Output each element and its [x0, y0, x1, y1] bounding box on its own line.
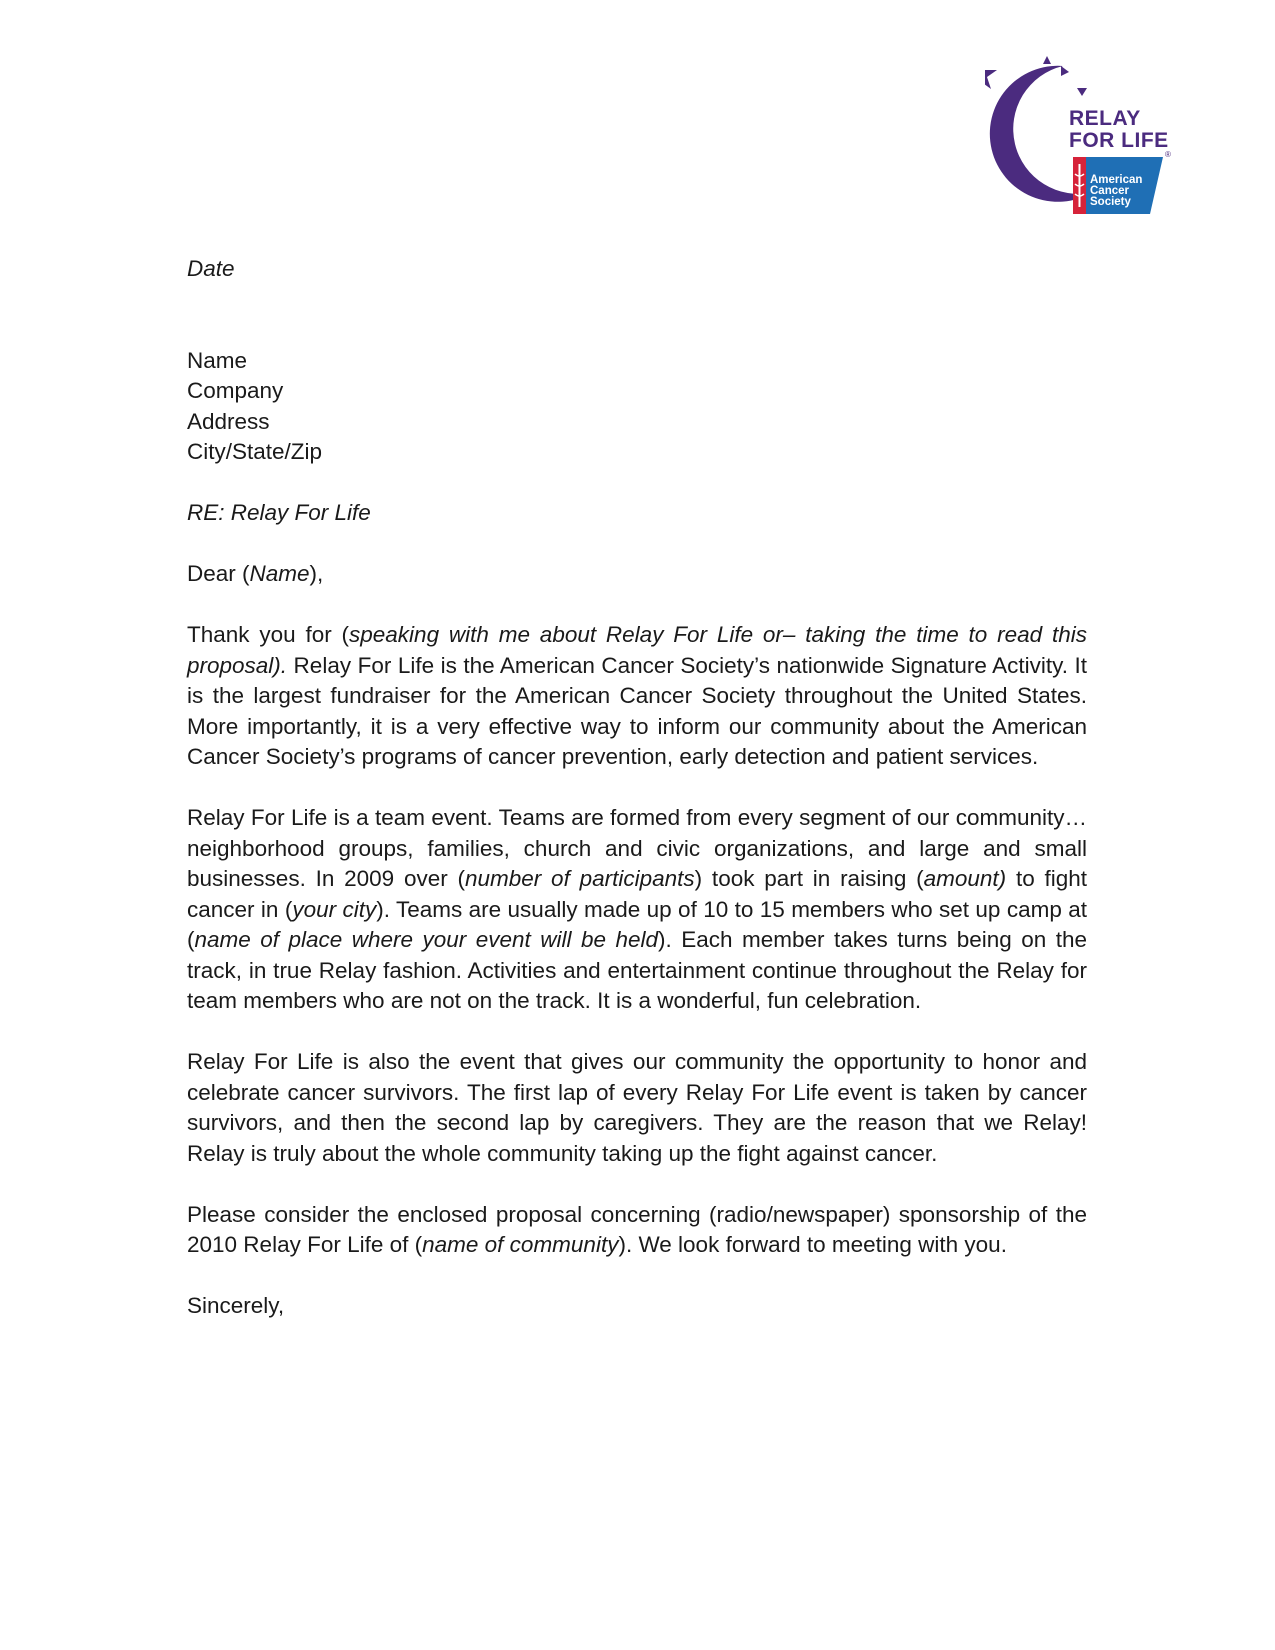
logo-line-relay: RELAY: [1069, 107, 1141, 130]
triangle-icon-3: [1077, 88, 1087, 96]
logo-line-for-life: FOR LIFE: [1069, 129, 1169, 152]
closing: Sincerely,: [187, 1293, 285, 1318]
acs-line-cancer: Cancer: [1090, 185, 1129, 197]
recipient-city-state-zip: City/State/Zip: [187, 439, 323, 464]
logo-wordmark: [1069, 108, 1169, 152]
acs-wordmark: [1090, 175, 1142, 208]
triangle-icon-1: [1043, 56, 1051, 64]
letter-date: Date: [187, 256, 235, 281]
letter-body: [187, 254, 1087, 1322]
recipient-address: Address: [187, 408, 270, 434]
acs-line-american: American: [1090, 174, 1143, 186]
star-icon: [985, 59, 997, 89]
paragraph-2: Relay For Life is a team event. Teams are formed from every segment of our community… neighborhood groups, families, church and civic organizations, and large and small businesses. In 2009 over (number of participants) took part in raising (amount) to fight cancer in (your city). Teams are usually made up of 10 to 15 members who set up camp at (name of place where your event will be held). Each member takes turns being on the track, in true Relay fashion. Activities and entertainment continue throughout the Relay for team members who are not on the track. It is a wonderful, fun celebration.: [187, 805, 1088, 1013]
salutation: Dear (Name),: [187, 561, 324, 586]
acs-line-society: Society: [1090, 196, 1131, 208]
paragraph-4: Please consider the enclosed proposal concerning (radio/newspaper) sponsorship of the 2010 Relay For Life of (name of community). We look forward to meeting with you.: [187, 1201, 1087, 1257]
paragraph-1: Thank you for (speaking with me about Relay For Life or– taking the time to read this proposal). Relay For Life is the American Cancer Society’s nationwide Signature Activity. It is the largest fundraiser for the American Cancer Society throughout the United States. More importantly, it is a very effective way to inform our community about the American Cancer Society’s programs of cancer prevention, early detection and patient services.: [187, 622, 1087, 769]
paragraph-3: Relay For Life is also the event that gives our community the opportunity to honor and celebrate cancer survivors. The first lap of every Relay For Life event is taken by cancer survivors, and then the second lap by caregivers. They are the reason that we Relay! Relay is truly about the whole community taking up the fight against cancer.: [187, 1049, 1087, 1166]
registered-mark: ®: [1165, 150, 1171, 159]
recipient-name: Name: [187, 347, 248, 373]
triangle-icon-2: [1061, 66, 1069, 76]
relay-for-life-logo: [985, 52, 1175, 232]
subject-line: RE: Relay For Life: [187, 500, 371, 525]
recipient-company: Company: [187, 378, 284, 403]
